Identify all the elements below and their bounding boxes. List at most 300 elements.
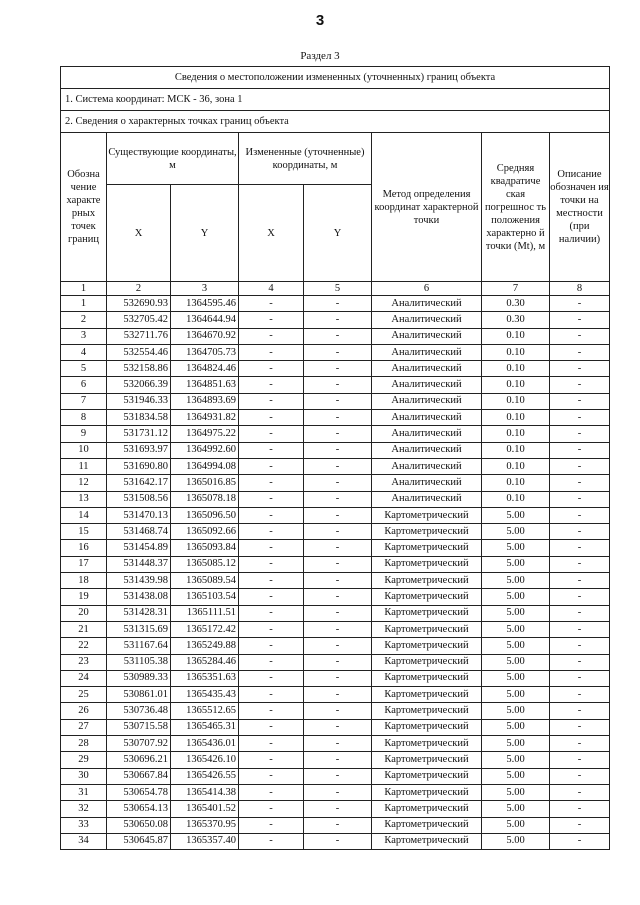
table-row [61, 719, 610, 735]
changed-y-cell: - [304, 736, 372, 752]
method-cell: Картометрический [372, 768, 482, 784]
existing-y-cell: 1365093.84 [171, 540, 239, 556]
point-number-cell: 32 [61, 801, 107, 817]
point-number-cell: 19 [61, 589, 107, 605]
existing-x-cell: 530989.33 [107, 670, 171, 686]
changed-y-cell: - [304, 833, 372, 849]
changed-x-cell: - [239, 752, 304, 768]
changed-x-cell: - [239, 833, 304, 849]
method-cell: Картометрический [372, 670, 482, 686]
table-row [61, 442, 610, 458]
changed-y-cell: - [304, 801, 372, 817]
point-number-cell: 24 [61, 670, 107, 686]
method-cell: Картометрический [372, 719, 482, 735]
header-changed-x: X [239, 185, 304, 282]
changed-y-cell: - [304, 426, 372, 442]
accuracy-cell: 0.30 [482, 312, 550, 328]
point-number-cell: 17 [61, 556, 107, 572]
point-number-cell: 20 [61, 605, 107, 621]
description-cell: - [550, 524, 610, 540]
changed-x-cell: - [239, 458, 304, 474]
description-cell: - [550, 768, 610, 784]
method-cell: Картометрический [372, 556, 482, 572]
accuracy-cell: 5.00 [482, 556, 550, 572]
changed-y-cell: - [304, 670, 372, 686]
section-title: Раздел 3 [300, 50, 340, 62]
existing-x-cell: 530696.21 [107, 752, 171, 768]
header-method: Метод определения координат характерной точки [372, 133, 482, 282]
changed-x-cell: - [239, 540, 304, 556]
existing-y-cell: 1365426.10 [171, 752, 239, 768]
changed-y-cell: - [304, 605, 372, 621]
points-caption-row: 2. Сведения о характерных точках границ объекта [61, 111, 610, 133]
changed-x-cell: - [239, 768, 304, 784]
accuracy-cell: 5.00 [482, 703, 550, 719]
description-cell: - [550, 296, 610, 312]
changed-x-cell: - [239, 801, 304, 817]
accuracy-cell: 5.00 [482, 784, 550, 800]
changed-y-cell: - [304, 458, 372, 474]
accuracy-cell: 0.10 [482, 491, 550, 507]
changed-y-cell: - [304, 344, 372, 360]
method-cell: Картометрический [372, 703, 482, 719]
description-cell: - [550, 833, 610, 849]
table-row [61, 361, 610, 377]
description-cell: - [550, 589, 610, 605]
existing-x-cell: 531439.98 [107, 573, 171, 589]
existing-x-cell: 531448.37 [107, 556, 171, 572]
description-cell: - [550, 736, 610, 752]
description-cell: - [550, 344, 610, 360]
existing-x-cell: 531731.12 [107, 426, 171, 442]
method-cell: Картометрический [372, 736, 482, 752]
existing-y-cell: 1365436.01 [171, 736, 239, 752]
accuracy-cell: 0.10 [482, 328, 550, 344]
changed-x-cell: - [239, 328, 304, 344]
changed-x-cell: - [239, 719, 304, 735]
header-designation: Обозна чение характе рных точек границ [61, 133, 107, 282]
existing-y-cell: 1365414.38 [171, 784, 239, 800]
table-row [61, 312, 610, 328]
method-cell: Аналитический [372, 426, 482, 442]
header-accuracy: Средняя квадратиче ская погрешнос ть положения характерно й точки (Mt), м [482, 133, 550, 282]
existing-y-cell: 1364992.60 [171, 442, 239, 458]
existing-y-cell: 1365172.42 [171, 621, 239, 637]
changed-x-cell: - [239, 556, 304, 572]
existing-y-cell: 1365092.66 [171, 524, 239, 540]
existing-x-cell: 530861.01 [107, 687, 171, 703]
existing-x-cell: 532158.86 [107, 361, 171, 377]
existing-y-cell: 1365089.54 [171, 573, 239, 589]
accuracy-cell: 0.10 [482, 442, 550, 458]
changed-y-cell: - [304, 361, 372, 377]
changed-x-cell: - [239, 524, 304, 540]
point-number-cell: 26 [61, 703, 107, 719]
header-existing-coords: Существующие координаты, м [107, 133, 239, 185]
table-row [61, 540, 610, 556]
description-cell: - [550, 475, 610, 491]
header-changed-y: Y [304, 185, 372, 282]
existing-x-cell: 531690.80 [107, 458, 171, 474]
changed-x-cell: - [239, 687, 304, 703]
existing-x-cell: 531946.33 [107, 393, 171, 409]
changed-y-cell: - [304, 296, 372, 312]
description-cell: - [550, 719, 610, 735]
existing-y-cell: 1365085.12 [171, 556, 239, 572]
method-cell: Картометрический [372, 784, 482, 800]
changed-x-cell: - [239, 736, 304, 752]
existing-x-cell: 531454.89 [107, 540, 171, 556]
existing-y-cell: 1364670.92 [171, 328, 239, 344]
description-cell: - [550, 752, 610, 768]
accuracy-cell: 0.10 [482, 475, 550, 491]
accuracy-cell: 5.00 [482, 736, 550, 752]
method-cell: Аналитический [372, 491, 482, 507]
method-cell: Картометрический [372, 507, 482, 523]
header-existing-y: Y [171, 185, 239, 282]
point-number-cell: 14 [61, 507, 107, 523]
table-row [61, 556, 610, 572]
accuracy-cell: 5.00 [482, 768, 550, 784]
point-number-cell: 11 [61, 458, 107, 474]
method-cell: Картометрический [372, 752, 482, 768]
accuracy-cell: 5.00 [482, 801, 550, 817]
existing-y-cell: 1365351.63 [171, 670, 239, 686]
point-number-cell: 28 [61, 736, 107, 752]
column-number: 3 [171, 282, 239, 296]
point-number-cell: 10 [61, 442, 107, 458]
accuracy-cell: 0.10 [482, 393, 550, 409]
changed-y-cell: - [304, 524, 372, 540]
method-cell: Картометрический [372, 687, 482, 703]
point-number-cell: 8 [61, 410, 107, 426]
existing-x-cell: 530645.87 [107, 833, 171, 849]
accuracy-cell: 5.00 [482, 752, 550, 768]
existing-x-cell: 530707.92 [107, 736, 171, 752]
method-cell: Аналитический [372, 328, 482, 344]
table-row [61, 801, 610, 817]
changed-x-cell: - [239, 393, 304, 409]
description-cell: - [550, 817, 610, 833]
column-number: 6 [372, 282, 482, 296]
changed-y-cell: - [304, 784, 372, 800]
accuracy-cell: 5.00 [482, 670, 550, 686]
changed-x-cell: - [239, 507, 304, 523]
table-row [61, 589, 610, 605]
description-cell: - [550, 328, 610, 344]
existing-x-cell: 531693.97 [107, 442, 171, 458]
changed-x-cell: - [239, 491, 304, 507]
existing-x-cell: 530650.08 [107, 817, 171, 833]
point-number-cell: 34 [61, 833, 107, 849]
changed-y-cell: - [304, 589, 372, 605]
changed-x-cell: - [239, 296, 304, 312]
changed-x-cell: - [239, 654, 304, 670]
description-cell: - [550, 654, 610, 670]
changed-x-cell: - [239, 638, 304, 654]
method-cell: Картометрический [372, 638, 482, 654]
changed-x-cell: - [239, 426, 304, 442]
table-row [61, 638, 610, 654]
header-changed-coords: Измененные (уточненные) координаты, м [239, 133, 372, 185]
point-number-cell: 27 [61, 719, 107, 735]
method-cell: Аналитический [372, 410, 482, 426]
table-row [61, 833, 610, 849]
changed-y-cell: - [304, 719, 372, 735]
point-number-cell: 22 [61, 638, 107, 654]
table-row [61, 491, 610, 507]
existing-y-cell: 1365016.85 [171, 475, 239, 491]
changed-y-cell: - [304, 393, 372, 409]
existing-y-cell: 1365401.52 [171, 801, 239, 817]
table-row [61, 768, 610, 784]
existing-y-cell: 1364931.82 [171, 410, 239, 426]
method-cell: Картометрический [372, 524, 482, 540]
description-cell: - [550, 410, 610, 426]
description-cell: - [550, 573, 610, 589]
existing-x-cell: 531470.13 [107, 507, 171, 523]
table-title: Сведения о местоположении измененных (уточненных) границ объекта [61, 67, 610, 89]
method-cell: Аналитический [372, 475, 482, 491]
existing-y-cell: 1365370.95 [171, 817, 239, 833]
description-cell: - [550, 605, 610, 621]
changed-x-cell: - [239, 377, 304, 393]
existing-y-cell: 1365249.88 [171, 638, 239, 654]
accuracy-cell: 5.00 [482, 524, 550, 540]
description-cell: - [550, 312, 610, 328]
changed-x-cell: - [239, 573, 304, 589]
point-number-cell: 13 [61, 491, 107, 507]
point-number-cell: 12 [61, 475, 107, 491]
existing-x-cell: 531834.58 [107, 410, 171, 426]
point-number-cell: 6 [61, 377, 107, 393]
table-row [61, 296, 610, 312]
method-cell: Картометрический [372, 573, 482, 589]
existing-x-cell: 530654.78 [107, 784, 171, 800]
existing-y-cell: 1365096.50 [171, 507, 239, 523]
accuracy-cell: 5.00 [482, 540, 550, 556]
changed-x-cell: - [239, 670, 304, 686]
accuracy-cell: 0.10 [482, 426, 550, 442]
point-number-cell: 2 [61, 312, 107, 328]
method-cell: Аналитический [372, 393, 482, 409]
existing-x-cell: 530667.84 [107, 768, 171, 784]
method-cell: Картометрический [372, 589, 482, 605]
existing-y-cell: 1365512.65 [171, 703, 239, 719]
changed-y-cell: - [304, 752, 372, 768]
existing-x-cell: 531642.17 [107, 475, 171, 491]
changed-x-cell: - [239, 344, 304, 360]
table-row [61, 784, 610, 800]
method-cell: Картометрический [372, 621, 482, 637]
changed-x-cell: - [239, 817, 304, 833]
accuracy-cell: 0.10 [482, 458, 550, 474]
existing-x-cell: 530736.48 [107, 703, 171, 719]
table-row [61, 344, 610, 360]
table-row [61, 703, 610, 719]
accuracy-cell: 5.00 [482, 638, 550, 654]
method-cell: Картометрический [372, 833, 482, 849]
changed-x-cell: - [239, 703, 304, 719]
existing-x-cell: 530654.13 [107, 801, 171, 817]
description-cell: - [550, 361, 610, 377]
changed-x-cell: - [239, 410, 304, 426]
point-number-cell: 21 [61, 621, 107, 637]
method-cell: Аналитический [372, 312, 482, 328]
changed-x-cell: - [239, 312, 304, 328]
header-description: Описание обозначен ия точки на местности (при наличии) [550, 133, 610, 282]
table-row [61, 736, 610, 752]
accuracy-cell: 0.10 [482, 377, 550, 393]
column-number: 5 [304, 282, 372, 296]
accuracy-cell: 5.00 [482, 687, 550, 703]
existing-y-cell: 1365357.40 [171, 833, 239, 849]
changed-y-cell: - [304, 540, 372, 556]
accuracy-cell: 5.00 [482, 654, 550, 670]
table-row [61, 752, 610, 768]
changed-y-cell: - [304, 768, 372, 784]
changed-x-cell: - [239, 784, 304, 800]
table-row [61, 328, 610, 344]
method-cell: Аналитический [372, 344, 482, 360]
changed-y-cell: - [304, 328, 372, 344]
changed-y-cell: - [304, 654, 372, 670]
point-number-cell: 5 [61, 361, 107, 377]
description-cell: - [550, 540, 610, 556]
accuracy-cell: 5.00 [482, 621, 550, 637]
accuracy-cell: 0.10 [482, 344, 550, 360]
description-cell: - [550, 442, 610, 458]
existing-x-cell: 532711.76 [107, 328, 171, 344]
column-number: 2 [107, 282, 171, 296]
existing-x-cell: 531468.74 [107, 524, 171, 540]
method-cell: Картометрический [372, 540, 482, 556]
table-row [61, 458, 610, 474]
table-row [61, 621, 610, 637]
accuracy-cell: 5.00 [482, 817, 550, 833]
existing-x-cell: 530715.58 [107, 719, 171, 735]
description-cell: - [550, 687, 610, 703]
method-cell: Картометрический [372, 817, 482, 833]
column-number: 8 [550, 282, 610, 296]
column-number: 7 [482, 282, 550, 296]
description-cell: - [550, 670, 610, 686]
existing-x-cell: 532705.42 [107, 312, 171, 328]
description-cell: - [550, 458, 610, 474]
description-cell: - [550, 638, 610, 654]
table-row [61, 410, 610, 426]
method-cell: Аналитический [372, 442, 482, 458]
table-row [61, 654, 610, 670]
changed-y-cell: - [304, 556, 372, 572]
accuracy-cell: 5.00 [482, 573, 550, 589]
table-row [61, 817, 610, 833]
changed-y-cell: - [304, 638, 372, 654]
changed-y-cell: - [304, 491, 372, 507]
page-number: 3 [315, 12, 325, 29]
existing-y-cell: 1364644.94 [171, 312, 239, 328]
description-cell: - [550, 801, 610, 817]
changed-x-cell: - [239, 475, 304, 491]
point-number-cell: 7 [61, 393, 107, 409]
changed-x-cell: - [239, 605, 304, 621]
method-cell: Картометрический [372, 605, 482, 621]
accuracy-cell: 5.00 [482, 605, 550, 621]
header-existing-x: X [107, 185, 171, 282]
changed-y-cell: - [304, 442, 372, 458]
existing-y-cell: 1365426.55 [171, 768, 239, 784]
existing-x-cell: 532554.46 [107, 344, 171, 360]
point-number-cell: 33 [61, 817, 107, 833]
existing-x-cell: 532690.93 [107, 296, 171, 312]
changed-x-cell: - [239, 589, 304, 605]
changed-y-cell: - [304, 817, 372, 833]
changed-x-cell: - [239, 442, 304, 458]
accuracy-cell: 0.10 [482, 361, 550, 377]
changed-y-cell: - [304, 377, 372, 393]
table-row [61, 377, 610, 393]
method-cell: Аналитический [372, 296, 482, 312]
description-cell: - [550, 703, 610, 719]
changed-y-cell: - [304, 312, 372, 328]
table-row [61, 475, 610, 491]
changed-x-cell: - [239, 361, 304, 377]
existing-x-cell: 531508.56 [107, 491, 171, 507]
point-number-cell: 25 [61, 687, 107, 703]
method-cell: Аналитический [372, 377, 482, 393]
existing-y-cell: 1365103.54 [171, 589, 239, 605]
point-number-cell: 16 [61, 540, 107, 556]
column-number: 4 [239, 282, 304, 296]
existing-y-cell: 1365284.46 [171, 654, 239, 670]
point-number-cell: 4 [61, 344, 107, 360]
existing-y-cell: 1365111.51 [171, 605, 239, 621]
accuracy-cell: 0.10 [482, 410, 550, 426]
table-row [61, 393, 610, 409]
existing-y-cell: 1364851.63 [171, 377, 239, 393]
point-number-cell: 9 [61, 426, 107, 442]
existing-y-cell: 1364994.08 [171, 458, 239, 474]
changed-y-cell: - [304, 703, 372, 719]
table-body [61, 296, 610, 850]
description-cell: - [550, 393, 610, 409]
boundary-points-table [60, 66, 610, 850]
accuracy-cell: 5.00 [482, 507, 550, 523]
changed-y-cell: - [304, 687, 372, 703]
point-number-cell: 31 [61, 784, 107, 800]
table-row [61, 524, 610, 540]
changed-y-cell: - [304, 410, 372, 426]
description-cell: - [550, 784, 610, 800]
changed-x-cell: - [239, 621, 304, 637]
existing-y-cell: 1364893.69 [171, 393, 239, 409]
point-number-cell: 18 [61, 573, 107, 589]
description-cell: - [550, 426, 610, 442]
method-cell: Аналитический [372, 458, 482, 474]
column-number: 1 [61, 282, 107, 296]
existing-x-cell: 531105.38 [107, 654, 171, 670]
changed-y-cell: - [304, 507, 372, 523]
existing-y-cell: 1365078.18 [171, 491, 239, 507]
existing-y-cell: 1364824.46 [171, 361, 239, 377]
changed-y-cell: - [304, 621, 372, 637]
accuracy-cell: 0.30 [482, 296, 550, 312]
method-cell: Картометрический [372, 654, 482, 670]
table-row [61, 670, 610, 686]
existing-x-cell: 531438.08 [107, 589, 171, 605]
changed-y-cell: - [304, 475, 372, 491]
existing-y-cell: 1365465.31 [171, 719, 239, 735]
